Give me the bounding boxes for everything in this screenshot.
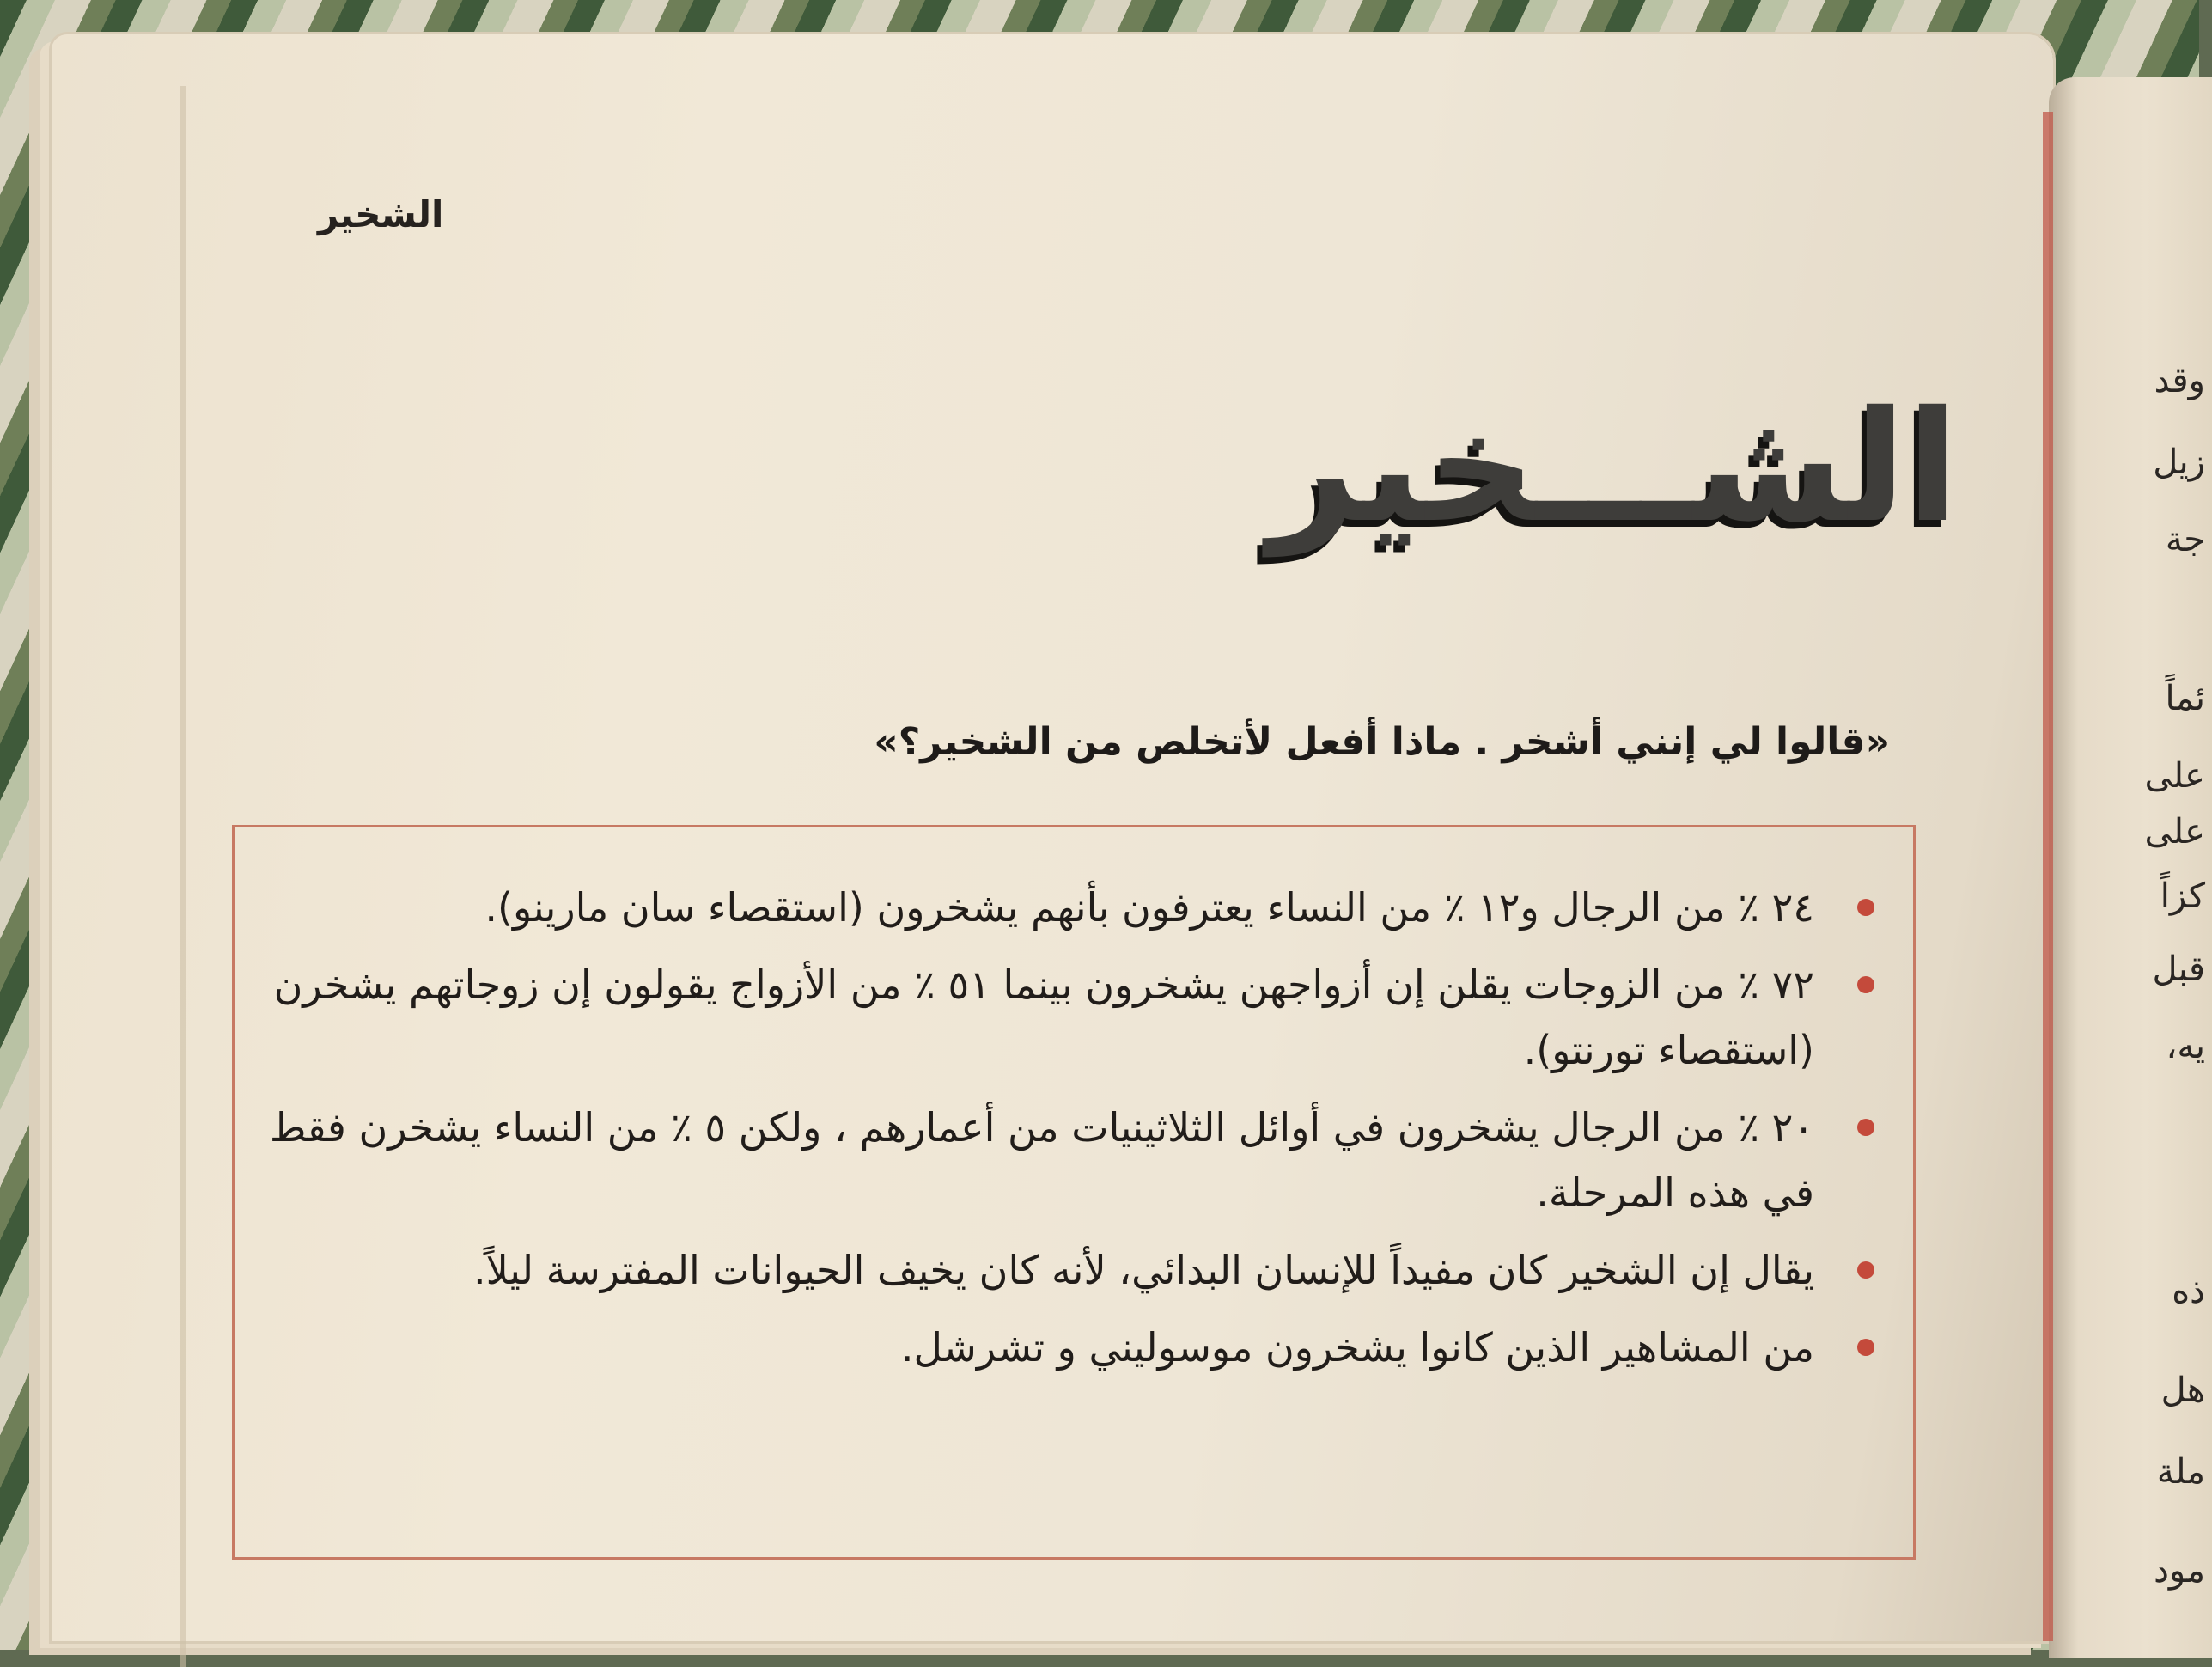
book-gutter (2043, 112, 2053, 1641)
fact-text: من المشاهير الذين كانوا يشخرون موسوليني و تشرشل. (900, 1324, 1814, 1371)
right-book-page (2049, 77, 2212, 1658)
bullet-dot-icon (1857, 1119, 1874, 1136)
bullet-dot-icon (1857, 1339, 1874, 1356)
fact-item (269, 952, 1874, 1083)
right-page-fragment: وقد (2154, 361, 2205, 400)
bullet-dot-icon (1857, 976, 1874, 993)
fact-item (269, 875, 1874, 940)
facts-box (232, 825, 1916, 1560)
right-page-fragment: ئماً (2165, 679, 2205, 718)
fact-text: يقال إن الشخير كان مفيداً للإنسان البدائي، لأنه كان يخيف الحيوانات المفترسة ليلاً. (473, 1247, 1814, 1293)
chapter-subtitle-quote: «قالوا لي إنني أشخر . ماذا أفعل لأتخلص من الشخير؟» (874, 720, 1890, 764)
right-page-fragment: مود (2154, 1551, 2205, 1591)
fact-item (269, 1237, 1874, 1303)
right-page-fragment: على (2144, 812, 2205, 852)
right-page-fragment: يه، (2166, 1027, 2205, 1066)
right-page-fragment: على (2144, 756, 2205, 796)
right-page-fragment: جة (2165, 520, 2205, 559)
fact-text: ٧٢ ٪ من الزوجات يقلن إن أزواجهن يشخرون بينما ٥١ ٪ من الأزواج يقولون إن زوجاتهم يشخرن (استقصاء تورنتو). (273, 962, 1814, 1073)
fact-item (269, 1095, 1874, 1225)
right-page-fragment: زيل (2153, 443, 2205, 482)
bullet-dot-icon (1857, 899, 1874, 916)
right-page-fragment: كزاً (2160, 876, 2205, 916)
chapter-title: الشـــخير (1268, 378, 1959, 556)
right-page-fragment: قبل (2152, 950, 2205, 989)
fact-text: ٢٤ ٪ من الرجال و١٢ ٪ من النساء يعترفون بأنهم يشخرون (استقصاء سان مارينو). (484, 884, 1814, 931)
right-page-fragment: ذه (2172, 1272, 2205, 1311)
facts-list (269, 875, 1874, 1392)
running-header: الشخير (318, 193, 444, 235)
bullet-dot-icon (1857, 1261, 1874, 1279)
fact-text: ٢٠ ٪ من الرجال يشخرون في أوائل الثلاثينيات من أعمارهم ، ولكن ٥ ٪ من النساء يشخرن فقط في هذه المرحلة. (269, 1104, 1814, 1216)
fact-item (269, 1315, 1874, 1380)
right-page-fragment: ملة (2156, 1452, 2205, 1492)
page-edge (180, 86, 186, 1667)
right-page-fragment: هل (2160, 1371, 2205, 1410)
